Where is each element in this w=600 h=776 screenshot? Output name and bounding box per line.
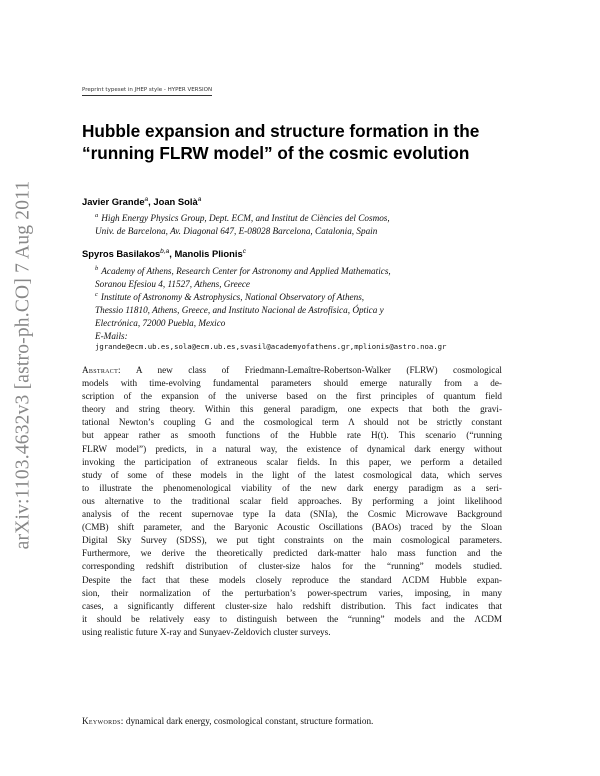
- arxiv-identifier-stamp: [3, 150, 43, 580]
- affiliation-b: [95, 262, 525, 291]
- abstract-line: invoking the participation of extraneous scalar fields. In this paper, we perform a detailed: [82, 456, 502, 467]
- abstract-line: FLRW model”) predicts, in a natural way, the existence of dynamical dark energy without: [82, 443, 502, 454]
- author-name: Spyros Basilakos: [82, 248, 161, 260]
- author-name: Javier Grande: [82, 196, 145, 208]
- abstract-line: corresponding redshift distribution of cluster-size halos for the “running” models studied.: [82, 561, 502, 572]
- author-line-1: [82, 196, 201, 207]
- affiliation-c: [95, 288, 525, 343]
- abstract-line: (CMB) shift parameter, and the Baryonic Acoustic Oscillations (BAOs) traced by the Sloan: [82, 522, 502, 533]
- affiliation-line: Electrónica, 72000 Puebla, Mexico: [95, 318, 226, 329]
- keywords-text: dynamical dark energy, cosmological constant, structure formation.: [125, 716, 374, 726]
- abstract-line: sion, their normalization of the perturbation’s power-spectrum varies, imposing, in many: [82, 587, 502, 598]
- author-name: Joan Solà: [153, 196, 198, 208]
- author-line-2: [82, 248, 246, 259]
- paper-title: [82, 120, 522, 164]
- author-separator: ,: [169, 248, 175, 260]
- abstract-line: scription of the expansion of the universe based on the first principles of quantum field: [82, 391, 502, 402]
- abstract-line: it should be relatively easy to distinguish between the “running” models and the ΛCDM: [82, 613, 502, 624]
- abstract-line: Furthermore, we derive the theoretically predicted dark-matter halo mass function and the: [82, 548, 502, 559]
- abstract-line: analysis of the recent supernovae type Ia data (SNIa), the Cosmic Microwave Background: [82, 509, 502, 520]
- title-line: Hubble expansion and structure formation in the: [82, 121, 480, 141]
- abstract-line: using realistic future X-ray and Sunyaev-Zeldovich cluster surveys.: [82, 626, 331, 637]
- affiliation-mark: c: [95, 291, 98, 298]
- abstract-line: models with time-evolving fundamental parameters should emerge naturally from a de-: [82, 378, 502, 389]
- affiliation-line: Univ. de Barcelona, Av. Diagonal 647, E-08028 Barcelona, Catalonia, Spain: [95, 226, 378, 237]
- keywords: [82, 716, 373, 726]
- affiliation-line: Soranou Efesiou 4, 11527, Athens, Greece: [95, 279, 250, 290]
- abstract-line: tational Newton’s coupling G and the cosmological term Λ should not be strictly constant: [82, 417, 502, 428]
- affiliation-a: [95, 209, 525, 238]
- keywords-label: Keywords:: [82, 716, 124, 726]
- abstract-label: Abstract:: [82, 365, 121, 375]
- abstract-line: study of some of these models in the light of the latest cosmological data, which serves: [82, 469, 502, 480]
- author-affil-mark: a: [197, 196, 202, 203]
- abstract-line: Abstract: A new class of Friedmann-Lemaître-Robertson-Walker (FLRW) cosmological: [82, 365, 502, 375]
- affiliation-line: E-Mails:: [95, 331, 128, 342]
- title-line: “running FLRW model” of the cosmic evolution: [82, 143, 470, 163]
- abstract-line: but appear rather as smooth functions of the Hubble rate H(t). This scenario (“running: [82, 430, 502, 441]
- preprint-note: Preprint typeset in JHEP style - HYPER VERSION: [82, 87, 212, 96]
- affiliation-line: $^c$ Institute of Astronomy & Astrophysics, National Observatory of Athens,: [95, 291, 365, 303]
- affiliation-mark: b: [95, 265, 99, 272]
- abstract: [82, 364, 502, 639]
- abstract-line: theory and string theory. Within this general paradigm, one expects that both the gravi-: [82, 404, 502, 415]
- arxiv-identifier-text: arXiv:1103.4632v3 [astro-ph.CO] 7 Aug 2011: [12, 180, 33, 550]
- author-affil-mark: c: [242, 248, 246, 255]
- affiliation-line: $^b$ Academy of Athens, Research Center for Astronomy and Applied Mathematics,: [95, 265, 391, 277]
- author-name: Manolis Plionis: [174, 248, 243, 260]
- abstract-line: Despite the fact that these models closely reproduce the standard ΛCDM Hubble expan-: [82, 574, 502, 585]
- affiliation-line: Thessio 11810, Athens, Greece, and Instituto Nacional de Astrofísica, Óptica y: [95, 305, 384, 316]
- affiliation-line: $^a$ High Energy Physics Group, Dept. ECM, and Institut de Ciències del Cosmos,: [95, 212, 390, 224]
- abstract-line: Digital Sky Survey (SDSS), we put tight constraints on the main cosmological parameters.: [82, 535, 502, 546]
- author-emails: jgrande@ecm.ub.es,sola@ecm.ub.es,svasil@academyofathens.gr,mplionis@astro.noa.gr: [95, 342, 447, 351]
- author-affil-mark: b,a: [160, 248, 170, 255]
- abstract-line: to illustrate the phenomenological viability of the new dark energy paradigm as a seri-: [82, 482, 502, 493]
- abstract-line: ous alternative to the traditional scalar field approaches. By performing a joint likelihood: [82, 495, 502, 506]
- abstract-line: cases, a significantly different cluster-size halo redshift distribution. This fact indicates that: [82, 600, 502, 611]
- affiliation-mark: a: [95, 212, 99, 219]
- author-separator: ,: [148, 196, 154, 208]
- author-affil-mark: a: [144, 196, 149, 203]
